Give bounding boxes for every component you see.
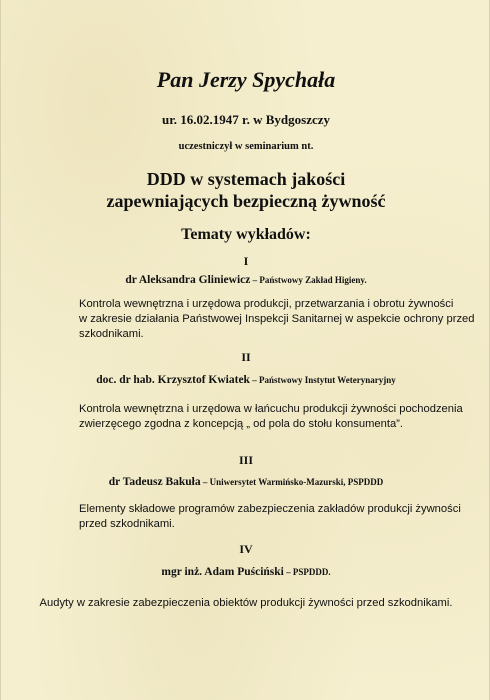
lecture-topic: [79, 297, 475, 342]
recipient-name: Pan Jerzy Spychała: [156, 67, 336, 92]
lecturer-institution: – Państwowy Instytut Weterynaryjny: [249, 375, 396, 385]
lecturer-line: [1, 374, 490, 386]
topic-line: przed szkodnikami.: [79, 518, 175, 530]
topic-line: Audyty w zakresie zabezpieczenia obiektów produkcji żywności przed szkodnikami.: [39, 597, 453, 609]
lecture-topic: [79, 502, 459, 532]
lecture-number: I: [243, 254, 249, 268]
lecturer-line: [1, 566, 490, 578]
topics-heading: Tematy wykładów:: [181, 226, 311, 243]
attended-line: uczestniczył w seminarium nt.: [178, 141, 314, 152]
topic-line: zwierzęcego zgodna z koncepcją „ od pola do stołu konsumenta”.: [79, 418, 404, 430]
lecturer-institution: – Państwowy Zakład Higieny.: [250, 275, 367, 285]
seminar-title-line-2: zapewniających bezpieczną żywność: [106, 191, 386, 211]
topic-line: Kontrola wewnętrzna i urzędowa w łańcuchu produkcji żywności pochodzenia: [79, 403, 463, 415]
topic-line: Elementy składowe programów zabezpieczenia zakładów produkcji żywności: [79, 503, 461, 515]
lecturer-name: dr Tadeusz Bakuła: [108, 476, 201, 488]
topic-line: Kontrola wewnętrzna i urzędowa produkcji, przetwarzania i obrotu żywności: [79, 298, 454, 310]
seminar-title: [1, 168, 490, 212]
lecture-topic: [79, 402, 463, 432]
lecturer-name: mgr inż. Adam Puściński: [161, 566, 284, 578]
lecturer-name: dr Aleksandra Gliniewicz: [125, 274, 251, 286]
lecture-number: II: [241, 350, 251, 364]
lecturer-institution: – PSPDDD.: [283, 567, 331, 577]
topic-line: szkodnikami.: [79, 328, 144, 340]
lecture-number: III: [238, 453, 253, 467]
lecture-number: IV: [239, 542, 253, 556]
lecturer-institution: – Uniwersytet Warmińsko-Mazurski, PSPDDD: [200, 477, 384, 487]
birth-info: ur. 16.02.1947 r. w Bydgoszczy: [161, 112, 331, 127]
topic-line: w zakresie działania Państwowej Inspekcji Sanitarnej w aspekcie ochrony przed: [79, 313, 475, 325]
lecture-topic: [1, 597, 490, 609]
lecturer-line: [1, 274, 490, 286]
lecturer-line: [1, 476, 490, 488]
lecturer-name: doc. dr hab. Krzysztof Kwiatek: [96, 374, 250, 386]
seminar-title-line-1: DDD w systemach jakości: [146, 169, 346, 189]
